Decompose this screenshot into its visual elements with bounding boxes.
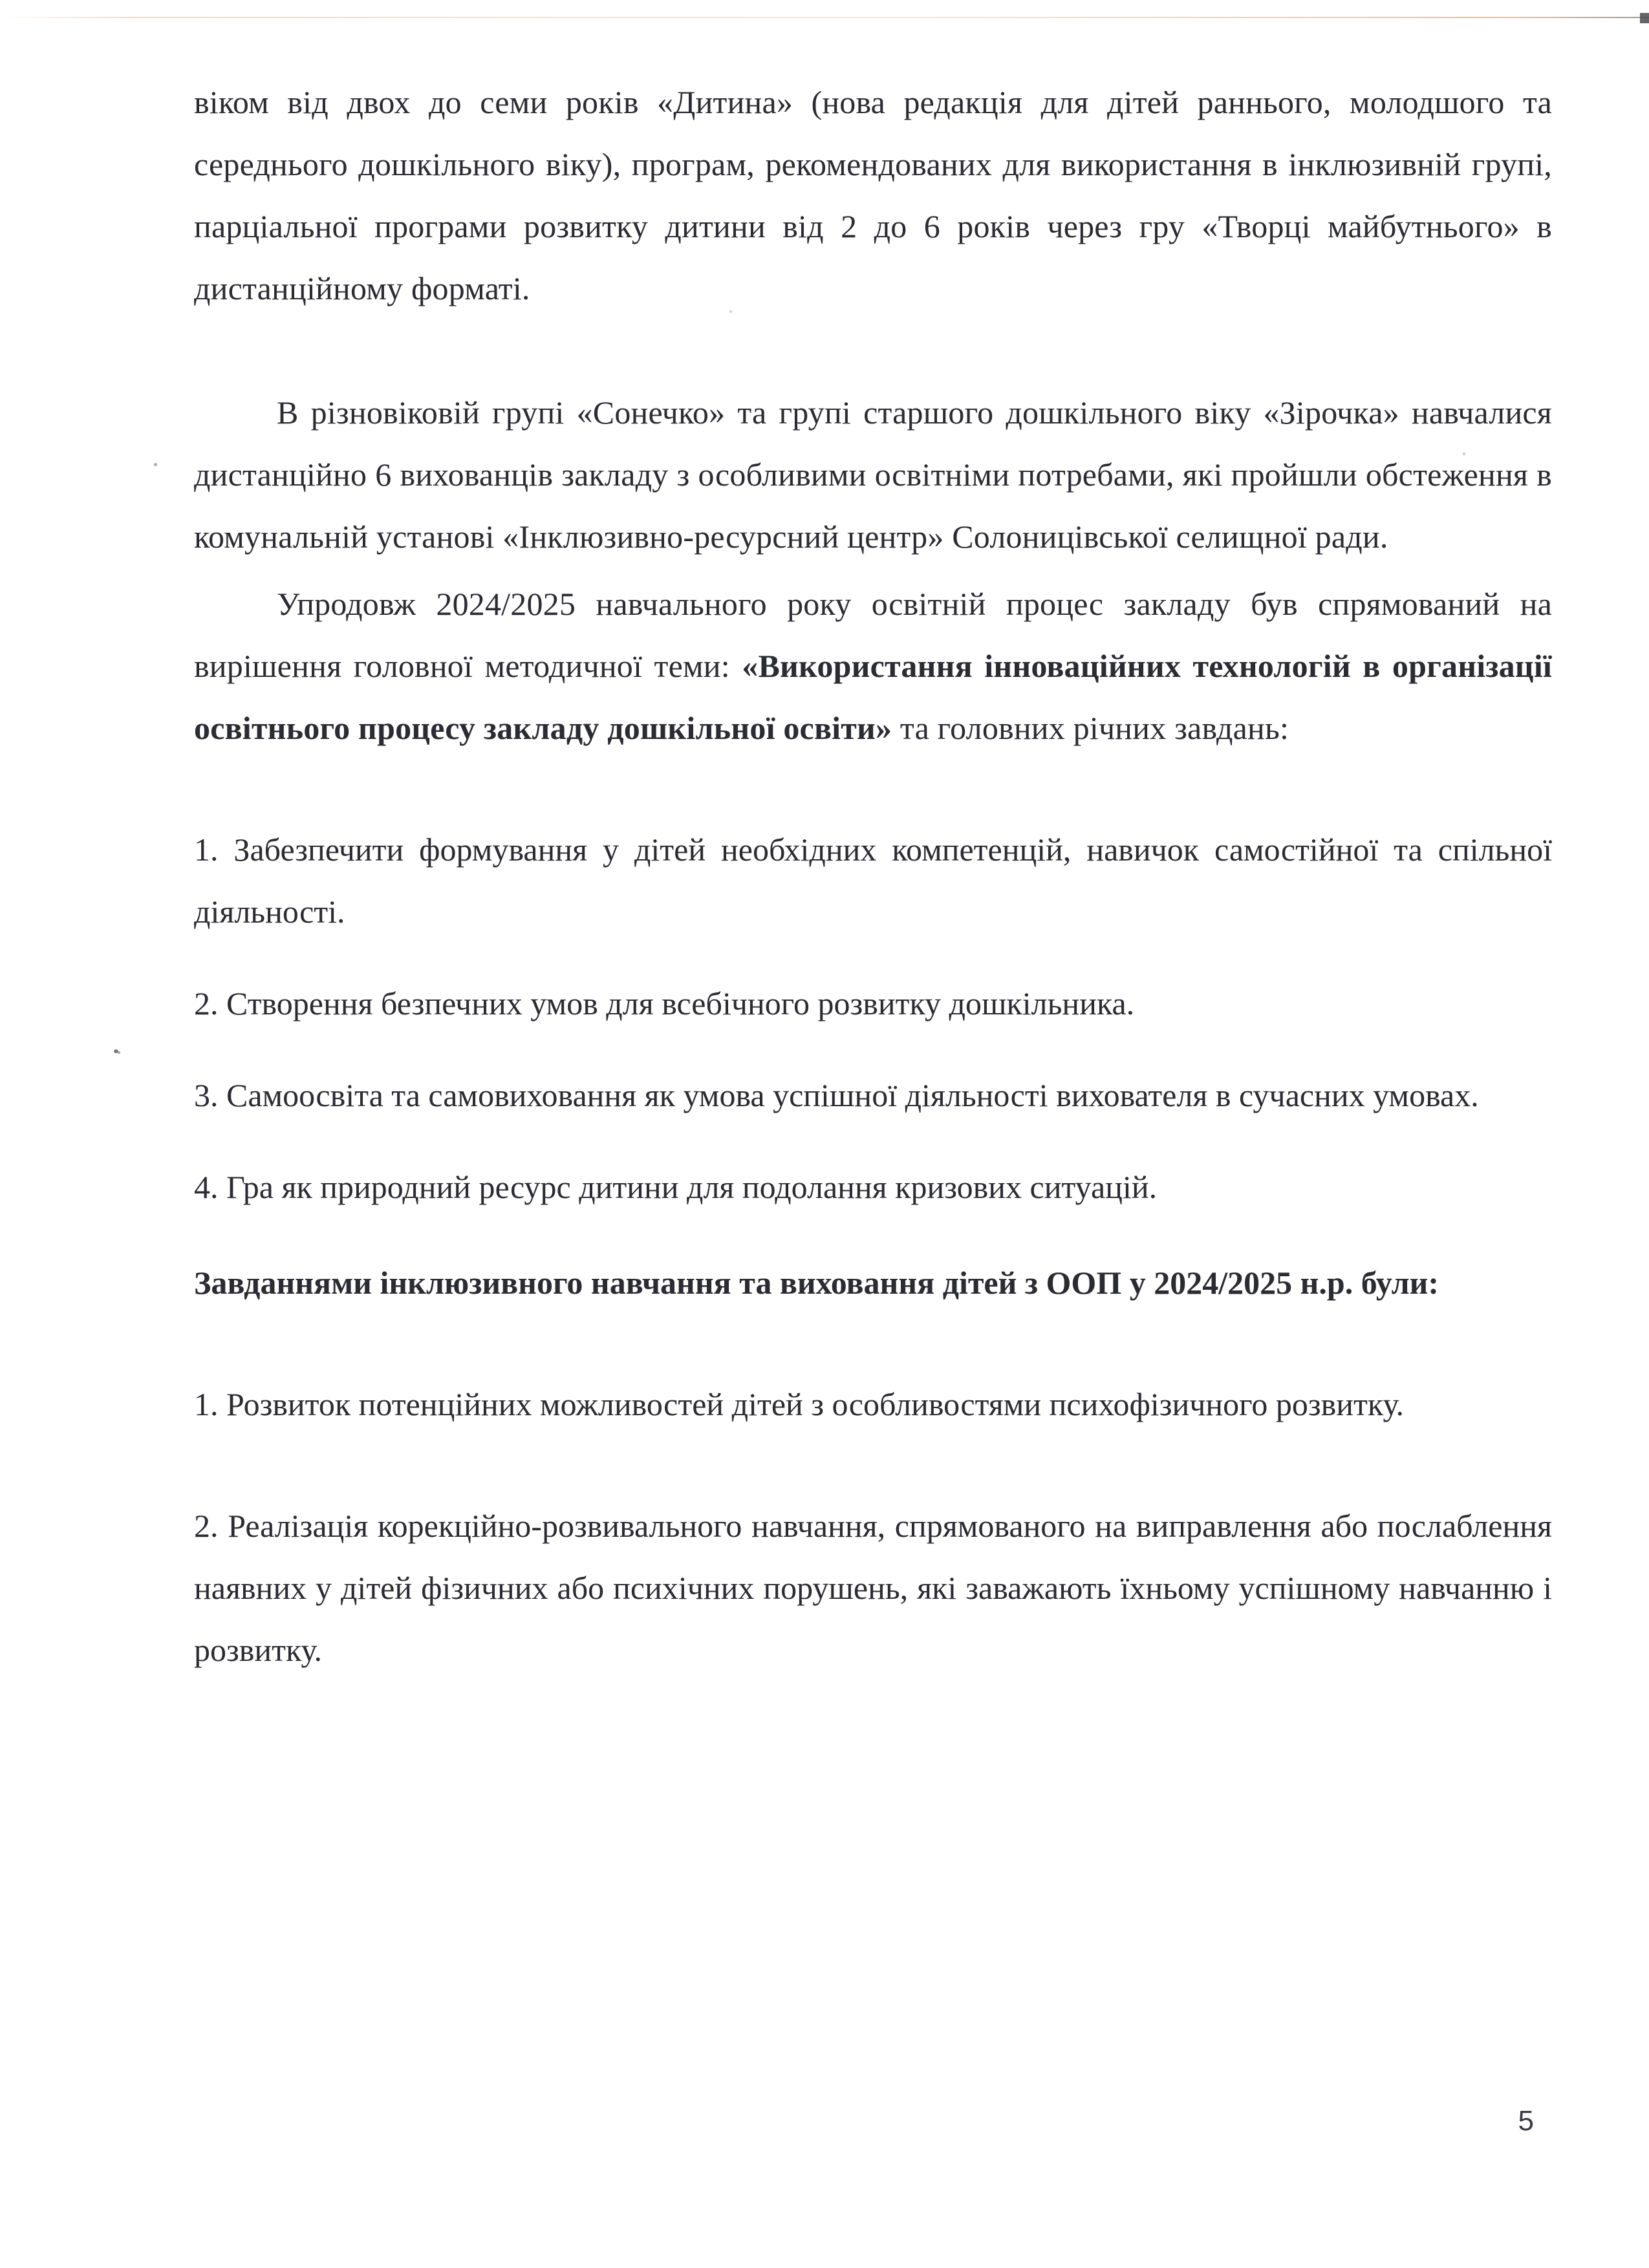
document-body [194,71,1552,1681]
annual-task-item-3: 3. Самоосвіта та самовиховання як умова успішної діяльності вихователя в сучасних умовах. [194,1077,1479,1113]
scan-artifact-speck [118,1051,120,1054]
paragraph-inclusive-groups: В різновіковій групі «Сонечко» та групі старшого дошкільного віку «Зірочка» навчалися дистанційно 6 вихованців закладу з особливими освітніми потребами, які пройшли обстеження в комунальній установі «Інклюзивно-ресурсний центр» Солоницівської селищної ради. [194,394,1552,555]
inclusive-task-item-2: 2. Реалізація корекційно-розвивального навчання, спрямованого на виправлення або послаблення наявних у дітей фізичних або психічних порушень, які заважають їхньому успішному навчанню і розвитку. [194,1508,1552,1668]
methodical-theme-title: «Використання інноваційних технологій в організації освітнього процесу закладу дошкільної освіти» [194,648,1552,746]
annual-task-item-4: 4. Гра як природний ресурс дитини для подолання кризових ситуацій. [194,1169,1158,1205]
inclusive-tasks-heading: Завданнями інклюзивного навчання та виховання дітей з ООП у 2024/2025 н.р. були: [194,1265,1439,1301]
methodical-theme-lead: Упродовж 2024/2025 навчального року освітній процес закладу був спрямований на вирішення головної методичної теми: [194,586,1552,684]
inclusive-task-item-1: 1. Розвиток потенційних можливостей дітей з особливостями психофізичного розвитку. [194,1386,1404,1422]
scan-edge-corner-mark [1640,13,1649,23]
methodical-theme-tail: та головних річних завдань: [892,710,1289,746]
paragraph-continued-from-previous-page: віком від двох до семи років «Дитина» (нова редакція для дітей раннього, молодшого та середнього дошкільного віку), програм, рекомендованих для використання в інклюзивній групі, парціальної програми розвитку дитини від 2 до 6 років через гру «Творці майбутнього» в дистанційному форматі. [194,84,1552,306]
annual-task-item-1: 1. Забезпечити формування у дітей необхідних компетенцій, навичок самостійної та спільної діяльності. [194,831,1552,930]
paragraph-methodical-theme [194,573,1552,759]
scan-artifact-speck [154,463,157,466]
annual-task-item-2: 2. Створення безпечних умов для всебічного розвитку дошкільника. [194,985,1135,1022]
scan-edge-line [0,17,1649,18]
page-number: 5 [1518,2105,1534,2137]
